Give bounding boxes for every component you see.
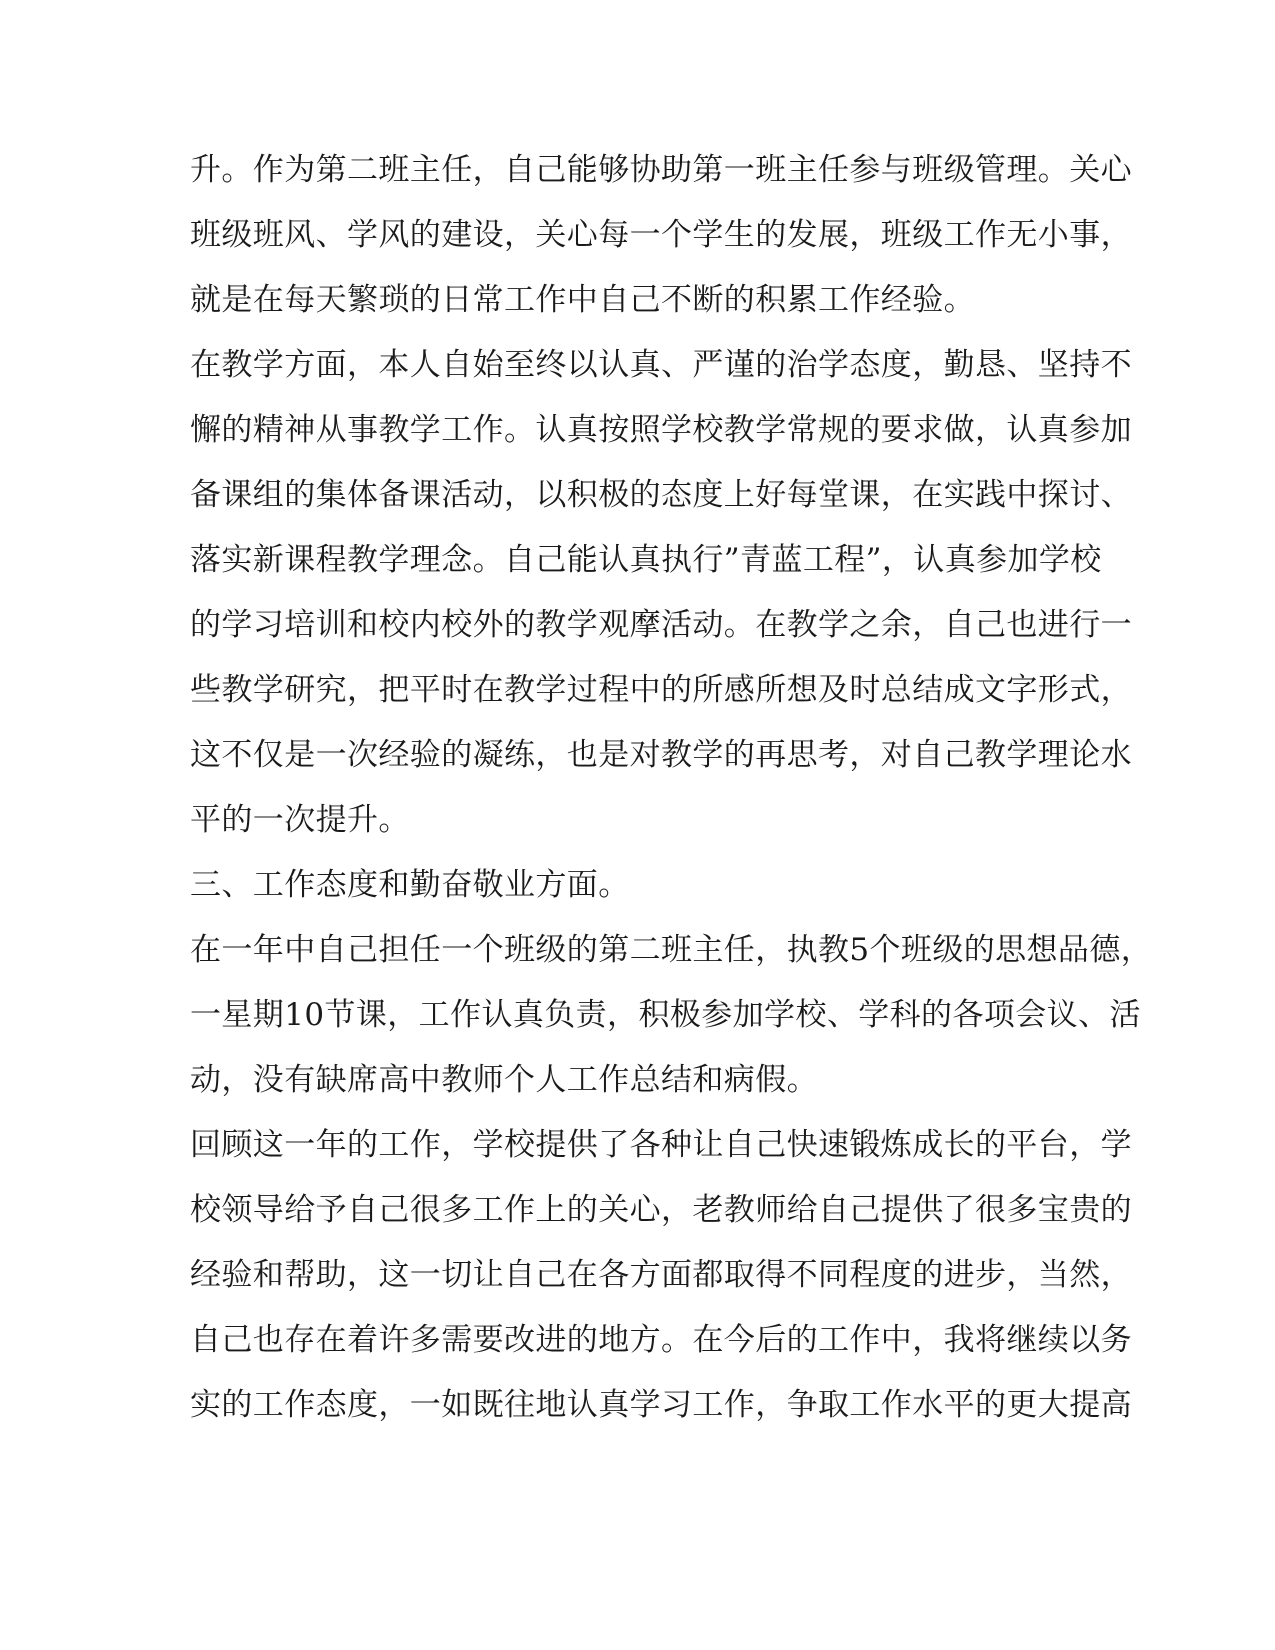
section-heading: 三、工作态度和勤奋敬业方面。: [190, 867, 630, 903]
text-line: 些教学研究，把平时在教学过程中的所感所想及时总结成文字形式，: [190, 672, 1132, 708]
text-line: 动，没有缺席高中教师个人工作总结和病假。: [190, 1062, 818, 1098]
text-line: 升。作为第二班主任，自己能够协助第一班主任参与班级管理。关心: [190, 152, 1132, 188]
text-line: 自己也存在着许多需要改进的地方。在今后的工作中，我将继续以务: [190, 1322, 1132, 1358]
document-body: [190, 138, 1153, 1438]
text-line: 懈的精神从事教学工作。认真按照学校教学常规的要求做，认真参加: [190, 412, 1132, 448]
text-line: 备课组的集体备课活动，以积极的态度上好每堂课，在实践中探讨、: [190, 477, 1132, 513]
text-line: 落实新课程教学理念。自己能认真执行”青蓝工程”，认真参加学校: [190, 542, 1102, 578]
text-line: 校领导给予自己很多工作上的关心，老教师给自己提供了很多宝贵的: [190, 1192, 1132, 1228]
text-line: 的学习培训和校内校外的教学观摩活动。在教学之余，自己也进行一: [190, 607, 1132, 643]
text-line: 一星期10节课，工作认真负责，积极参加学校、学科的各项会议、活: [190, 997, 1141, 1033]
text-line: 这不仅是一次经验的凝练，也是对教学的再思考，对自己教学理论水: [190, 737, 1132, 773]
text-line: 在一年中自己担任一个班级的第二班主任，执教5个班级的思想品德，: [190, 932, 1153, 968]
text-line: 经验和帮助，这一切让自己在各方面都取得不同程度的进步，当然，: [190, 1257, 1132, 1293]
text-line: 回顾这一年的工作，学校提供了各种让自己快速锻炼成长的平台，学: [190, 1127, 1132, 1163]
text-line: 在教学方面，本人自始至终以认真、严谨的治学态度，勤恳、坚持不: [190, 347, 1132, 383]
text-line: 就是在每天繁琐的日常工作中自己不断的积累工作经验。: [190, 282, 975, 318]
text-line: 班级班风、学风的建设，关心每一个学生的发展，班级工作无小事，: [190, 217, 1132, 253]
text-line: 实的工作态度，一如既往地认真学习工作，争取工作水平的更大提高: [190, 1387, 1132, 1423]
text-line: 平的一次提升。: [190, 802, 410, 838]
